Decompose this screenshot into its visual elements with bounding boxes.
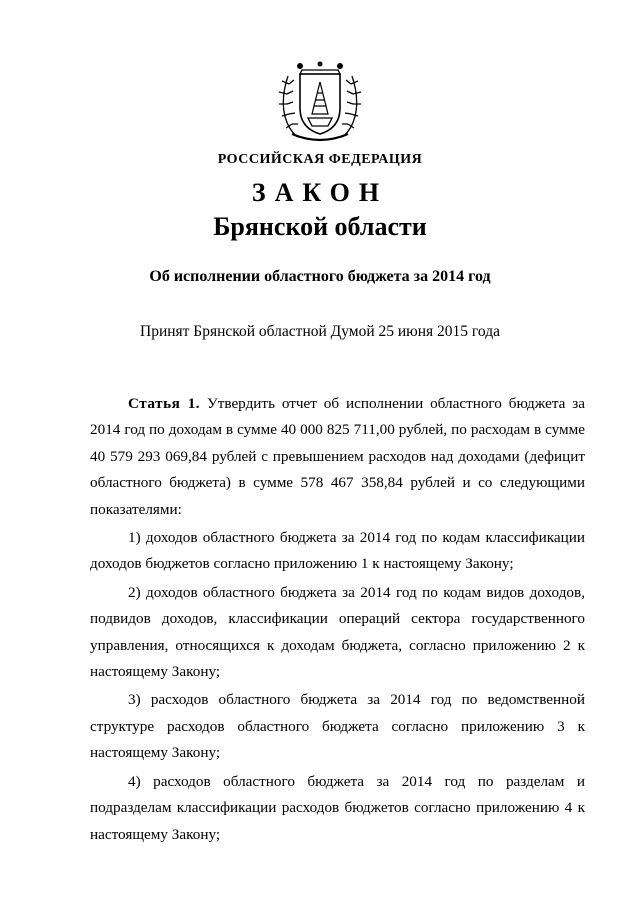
article-label: Статья 1. — [128, 395, 201, 412]
country-heading: РОССИЙСКАЯ ФЕДЕРАЦИЯ — [217, 152, 423, 167]
law-subject: Об исполнении областного бюджета за 2014 год — [149, 268, 491, 285]
region-title: Брянской области — [213, 212, 427, 241]
list-item: 1) доходов областного бюджета за 2014 год по кодам классификации доходов бюджетов согласно приложению 1 к настоящему Закону; — [90, 529, 585, 573]
article-intro-text: Утвердить отчет об исполнении областного бюджета за 2014 год по доходам в сумме 40 000 825 711,00 рублей, по расходам в сумме 40 579 293 069,84 рублей с превышением расходов над доходами (дефицит областного бюджета) в сумме 578 467 358,84 рублей и со следующими показателями: — [90, 395, 585, 518]
article-body — [90, 391, 585, 848]
list-item: 4) расходов областного бюджета за 2014 год по разделам и подразделам классификации расходов бюджетов согласно приложению 4 к настоящему Закону; — [90, 772, 585, 843]
law-title: ЗАКОН — [251, 178, 389, 207]
coat-of-arms-emblem — [276, 56, 364, 142]
list-item: 3) расходов областного бюджета за 2014 год по ведомственной структуре расходов областного бюджета согласно приложению 3 к настоящему Закону; — [90, 691, 585, 762]
article-intro — [90, 391, 585, 523]
adoption-note: Принят Брянской областной Думой 25 июня 2015 года — [140, 323, 500, 340]
list-item: 2) доходов областного бюджета за 2014 год по кодам видов доходов, подвидов доходов, классификации операций сектора государственного управления, относящихся к доходам бюджета, согласно приложению 2 к настоящему Закону; — [90, 583, 585, 681]
